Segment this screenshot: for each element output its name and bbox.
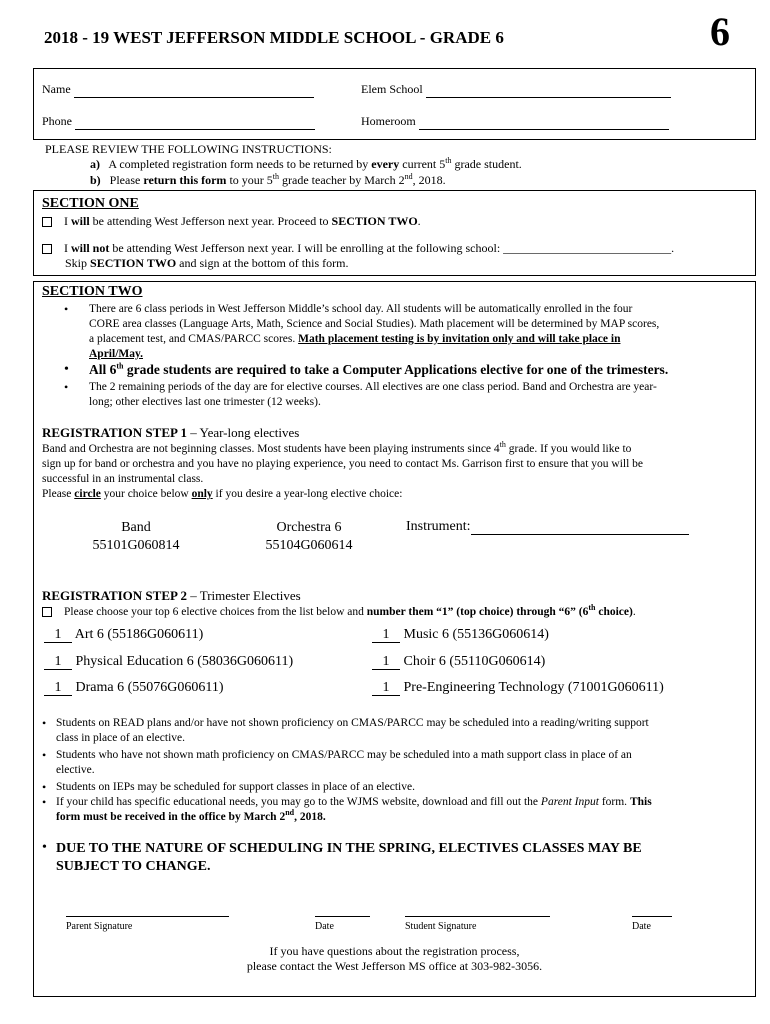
scheduling-warning: DUE TO THE NATURE OF SCHEDULING IN THE SPRING, ELECTIVES CLASSES MAY BE SUBJECT TO CHANGE. — [56, 841, 642, 874]
student-date-line[interactable] — [632, 916, 672, 917]
bullet-elective-periods: The 2 remaining periods of the day are for elective courses. All electives are one class period. Band and Orchestra are year- long; other electives last one trimester (12 weeks). — [89, 381, 657, 408]
elective-drama[interactable]: 1 Drama 6 (55076G060611) — [44, 680, 224, 696]
step2-instructions: Please choose your top 6 elective choices from the list below and number them “1” (top choice) through “6” (6th choice). — [42, 605, 636, 620]
checkbox[interactable] — [42, 607, 52, 617]
note-read-plans: Students on READ plans and/or have not shown proficiency on CMAS/PARCC may be scheduled into a reading/writing support class in place of an elective. — [56, 717, 649, 744]
student-info-box — [33, 68, 756, 140]
note-math-support: Students who have not shown math proficiency on CMAS/PARCC may be scheduled into a math support class in place of an elective. — [56, 749, 632, 776]
band-option[interactable]: Band 55101G060814 — [92, 520, 180, 553]
parent-signature-line[interactable] — [66, 916, 229, 917]
section-one-heading: SECTION ONE — [42, 196, 139, 211]
orchestra-option[interactable]: Orchestra 6 55104G060614 — [265, 520, 353, 553]
elem-school-input[interactable] — [426, 82, 671, 98]
section-two-box — [33, 281, 756, 997]
footer-contact: If you have questions about the registration process, please contact the West Jefferson MS office at 303-982-3056. — [246, 944, 543, 973]
elective-pre-engineering[interactable]: 1 Pre-Engineering Technology (71001G060611) — [372, 680, 664, 696]
student-date-label: Date — [632, 921, 651, 932]
rank-input[interactable]: 1 — [372, 654, 400, 670]
instructions-heading: PLEASE REVIEW THE FOLLOWING INSTRUCTIONS: — [45, 142, 332, 156]
checkbox[interactable] — [42, 244, 52, 254]
bullet-icon: • — [64, 362, 69, 377]
instrument-input[interactable] — [471, 519, 689, 535]
elective-art[interactable]: 1 Art 6 (55186G060611) — [44, 627, 203, 643]
student-signature-line[interactable] — [405, 916, 550, 917]
bullet-icon: • — [42, 748, 47, 762]
elem-school-label: Elem School — [361, 82, 423, 96]
rank-input[interactable]: 1 — [372, 680, 400, 696]
homeroom-field[interactable] — [361, 114, 669, 130]
section-two-heading: SECTION TWO — [42, 284, 143, 299]
grade-badge: 6 — [710, 9, 730, 54]
section-one-box — [33, 190, 756, 276]
instrument-field[interactable] — [406, 519, 689, 535]
phone-field[interactable] — [42, 114, 315, 130]
step1-heading: REGISTRATION STEP 1 – Year-long electives — [42, 425, 300, 440]
section-one-skip-note: Skip SECTION TWO and sign at the bottom of this form. — [65, 256, 349, 270]
parent-date-line[interactable] — [315, 916, 370, 917]
student-signature-label: Student Signature — [405, 921, 477, 932]
bullet-class-periods: There are 6 class periods in West Jefferson Middle’s school day. All students will be automatically enrolled in the four CORE area classes (Language Arts, Math, Science and Social Studies). Math placement will be determined by MAP scores, a placement test, and CMAS/PARCC scores. Math placement testing is by invitation only and will take place in April/May. — [89, 303, 660, 360]
name-field[interactable] — [42, 82, 314, 98]
phone-input[interactable] — [75, 114, 315, 130]
homeroom-label: Homeroom — [361, 114, 416, 128]
rank-input[interactable]: 1 — [44, 680, 72, 696]
page-title: 2018 - 19 WEST JEFFERSON MIDDLE SCHOOL - GRADE 6 — [44, 28, 504, 47]
bullet-computer-apps: All 6th grade students are required to take a Computer Applications elective for one of the trimesters. — [89, 361, 669, 377]
elective-choir[interactable]: 1 Choir 6 (55110G060614) — [372, 654, 545, 670]
section-one-option-attending[interactable]: I will be attending West Jefferson next year. Proceed to SECTION TWO. — [42, 214, 421, 229]
note-iep: Students on IEPs may be scheduled for support classes in place of an elective. — [56, 781, 415, 793]
bullet-icon: • — [42, 840, 47, 855]
elective-music[interactable]: 1 Music 6 (55136G060614) — [372, 627, 549, 643]
name-input[interactable] — [74, 82, 314, 98]
checkbox[interactable] — [42, 217, 52, 227]
parent-signature-label: Parent Signature — [66, 921, 133, 932]
note-parent-input: If your child has specific educational needs, you may go to the WJMS website, download and fill out the Parent Input form. This form must be received in the office by March 2nd, 2018. — [56, 796, 652, 823]
elective-pe[interactable]: 1 Physical Education 6 (58036G060611) — [44, 654, 293, 670]
bullet-icon: • — [42, 795, 47, 809]
instruction-b: b) Please return this form to your 5th grade teacher by March 2nd, 2018. — [90, 172, 446, 187]
homeroom-input[interactable] — [419, 114, 669, 130]
parent-date-label: Date — [315, 921, 334, 932]
bullet-icon: • — [42, 716, 47, 730]
step1-description: Band and Orchestra are not beginning classes. Most students have been playing instruments since 4th grade. If you would like to sign up for band or orchestra and you have no playing experience, you need to contact Ms. Garrison first to ensure that you will be successful in an instrumental class. Please circle your choice below only if you desire a year-long elective choice: — [42, 440, 644, 500]
elem-school-field[interactable] — [361, 82, 671, 98]
name-label: Name — [42, 82, 71, 96]
rank-input[interactable]: 1 — [44, 627, 72, 643]
rank-input[interactable]: 1 — [44, 654, 72, 670]
step2-heading: REGISTRATION STEP 2 – Trimester Electives — [42, 588, 301, 603]
rank-input[interactable]: 1 — [372, 627, 400, 643]
bullet-icon: • — [64, 380, 69, 394]
bullet-icon: • — [42, 780, 47, 794]
section-one-option-not-attending[interactable]: I will not be attending West Jefferson next year. I will be enrolling at the following school: ____________________________. — [42, 241, 674, 256]
instruction-a: a) A completed registration form needs to be returned by every current 5th grade student. — [90, 156, 522, 171]
bullet-icon: • — [64, 302, 69, 316]
instrument-label: Instrument: — [406, 519, 471, 534]
phone-label: Phone — [42, 114, 72, 128]
